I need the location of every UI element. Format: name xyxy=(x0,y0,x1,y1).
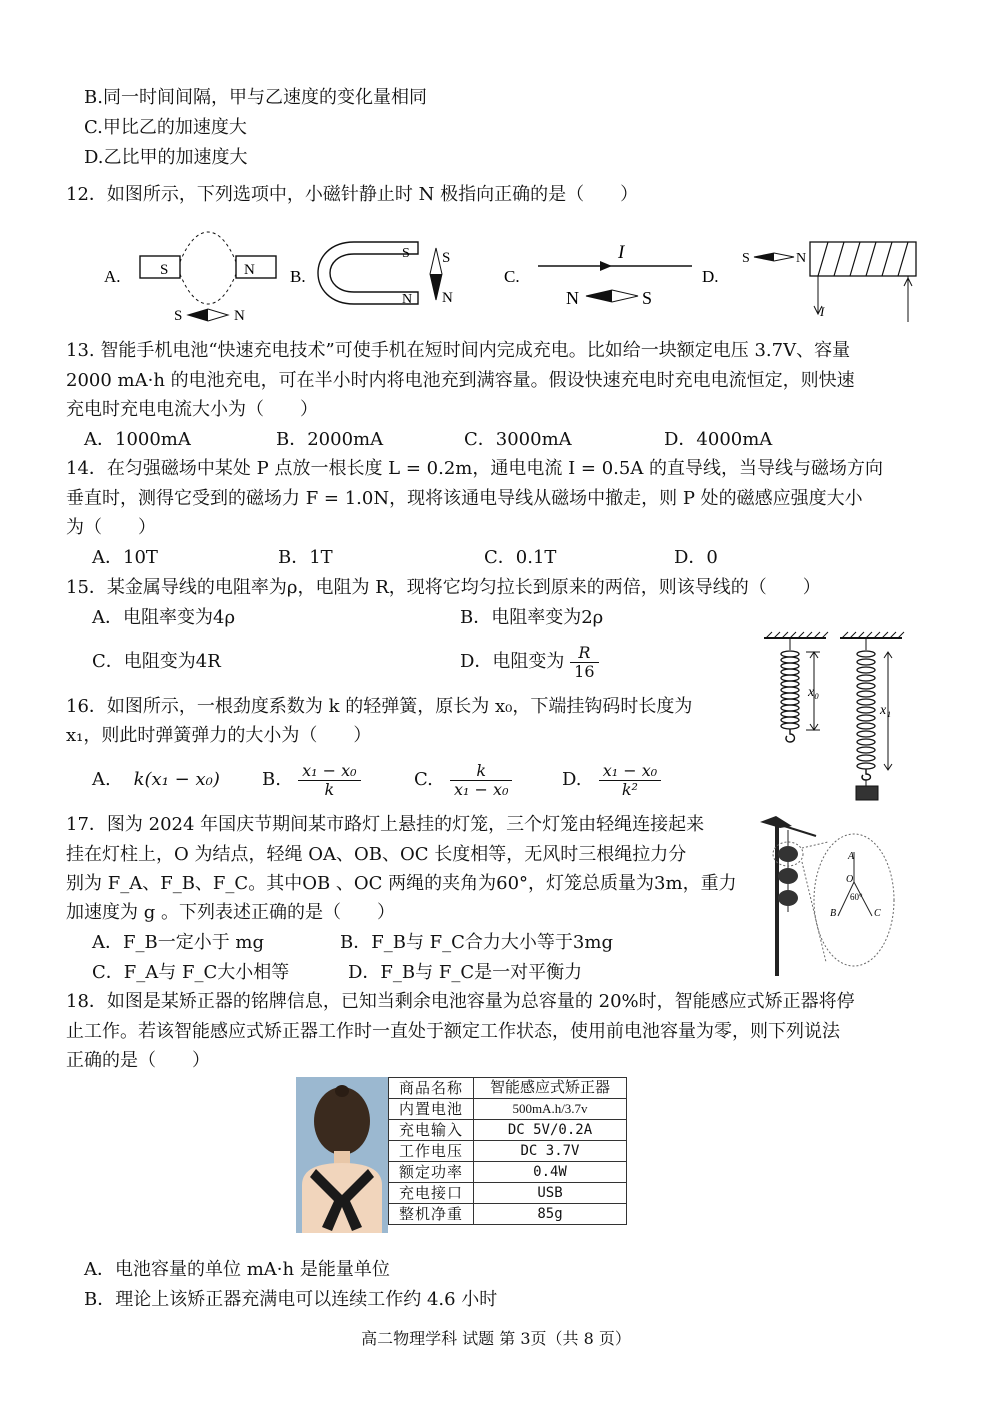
q17-option-a: A．F_B一定小于 mg xyxy=(92,932,265,953)
svg-text:I: I xyxy=(820,304,825,319)
q18-option-b: B．理论上该矫正器充满电可以连续工作约 4.6 小时 xyxy=(84,1289,498,1310)
q17-line2: 挂在灯柱上，O 为结点，轻绳 OA、OB、OC 长度相等，无风时三根绳拉力分 xyxy=(66,844,687,865)
q18-line1: 18．如图是某矫正器的铭牌信息，已知当剩余电池容量为总容量的 20%时，智能感应式矫正器将停 xyxy=(66,991,855,1012)
q17-option-c: C．F_A与 F_C大小相等 xyxy=(92,962,290,983)
svg-text:N: N xyxy=(234,308,245,324)
q14-line1: 14．在匀强磁场中某处 P 点放一根长度 L = 0.2m，通电电流 I = 0.5A 的直导线，当导线与磁场方向 xyxy=(66,458,884,479)
table-row: 充电接口 USB xyxy=(389,1183,627,1204)
q15-option-b: B．电阻率变为2ρ xyxy=(460,607,604,628)
q11-option-d: D.乙比甲的加速度大 xyxy=(84,147,248,168)
q15-option-c: C．电阻变为4R xyxy=(92,651,221,672)
q14-line3: 为（ ） xyxy=(66,517,156,538)
svg-text:N: N xyxy=(402,292,413,307)
svg-text:A: A xyxy=(848,851,855,862)
table-row: 内置电池 500mA.h/3.7v xyxy=(389,1099,627,1120)
page-footer: 高二物理学科 试题 第 3页（共 8 页） xyxy=(361,1329,631,1348)
q16-option-d: D. $\frac{\text{x₁ − x₀}}{\text{k²}}$ xyxy=(562,756,661,804)
svg-text:O: O xyxy=(846,874,854,885)
q14-option-d: D．0 xyxy=(674,547,718,568)
q18-product-photo xyxy=(296,1077,388,1233)
q16-line2: x₁，则此时弹簧弹力的大小为（ ） xyxy=(66,725,372,746)
q13-line3: 充电时充电电流大小为（ ） xyxy=(66,399,318,420)
q18-line2: 止工作。若该智能感应式矫正器工作时一直处于额定工作状态，使用前电池容量为零，则下列说法 xyxy=(66,1021,840,1042)
svg-text:S: S xyxy=(442,250,451,266)
q15-stem: 15．某金属导线的电阻率为ρ，电阻为 R，现将它均匀拉长到原来的两倍，则该导线的（ ） xyxy=(66,577,821,598)
q15-option-d xyxy=(460,638,599,686)
table-row: 充电输入 DC 5V/0.2A xyxy=(389,1120,627,1141)
q13-line2: 2000 mA·h 的电池充电，可在半小时内将电池充到满容量。假设快速充电时充电电流恒定，则快速 xyxy=(66,370,855,391)
q13-option-c: C．3000mA xyxy=(464,429,572,450)
q16-option-b: B. $\frac{\text{x₁ − x₀}}{k}$ xyxy=(262,756,361,804)
q13-option-d: D．4000mA xyxy=(664,429,773,450)
q12-label-a: A. xyxy=(104,267,121,286)
q18-spec-table xyxy=(388,1077,627,1225)
q12-label-b: B. xyxy=(290,267,306,286)
q13-line1: 13. 智能手机电池“快速充电技术”可使手机在短时间内完成充电。比如给一块额定电压 3.7V、容量 xyxy=(66,340,851,361)
q16-option-a: A. k(x₁ − x₀) xyxy=(92,769,220,790)
q15-option-d-prefix: D．电阻变为 xyxy=(460,651,565,672)
svg-text:N: N xyxy=(442,290,453,306)
q12-label-c: C. xyxy=(504,267,520,286)
q12-label-d: D. xyxy=(702,267,719,286)
svg-text:x₀: x₀ xyxy=(808,685,820,700)
svg-text:I: I xyxy=(618,242,625,263)
q17-line3: 别为 F_A、F_B、F_C。其中OB 、OC 两绳的夹角为60°，灯笼总质量为3m，重力 xyxy=(66,873,737,894)
q18-option-a: A．电池容量的单位 mA·h 是能量单位 xyxy=(84,1259,390,1280)
svg-text:S: S xyxy=(742,251,750,266)
q13-option-a: A．1000mA xyxy=(84,429,191,450)
q17-option-d: D．F_B与 F_C是一对平衡力 xyxy=(348,962,583,983)
q17-option-b: B．F_B与 F_C合力大小等于3mg xyxy=(340,932,613,953)
svg-text:S: S xyxy=(402,246,410,261)
q13-option-b: B．2000mA xyxy=(276,429,384,450)
q18-line3: 正确的是（ ） xyxy=(66,1050,210,1071)
svg-text:S: S xyxy=(174,308,183,324)
q17-line1: 17．图为 2024 年国庆节期间某市路灯上悬挂的灯笼，三个灯笼由轻绳连接起来 xyxy=(66,814,705,835)
table-row: 额定功率 0.4W xyxy=(389,1162,627,1183)
q12-figures xyxy=(96,228,936,328)
q16-spring-figure xyxy=(760,630,910,802)
q14-option-a: A．10T xyxy=(92,547,158,568)
q12-stem: 12．如图所示，下列选项中，小磁针静止时 N 极指向正确的是（ ） xyxy=(66,184,639,205)
svg-text:C: C xyxy=(874,908,881,919)
q11-option-c: C.甲比乙的加速度大 xyxy=(84,117,247,138)
table-row: 整机净重 85g xyxy=(389,1204,627,1225)
svg-text:B: B xyxy=(830,908,837,919)
q11-option-b: B.同一时间间隔，甲与乙速度的变化量相同 xyxy=(84,87,427,108)
svg-text:S: S xyxy=(160,262,169,278)
q15-option-d-fraction: $\frac{R}{16}$ xyxy=(570,644,598,681)
svg-text:N: N xyxy=(796,251,807,266)
q14-line2: 垂直时，测得它受到的磁场力 F = 1.0N，现将该通电导线从磁场中撤走，则 P 处的磁感应强度大小 xyxy=(66,488,863,509)
q14-option-c: C．0.1T xyxy=(484,547,557,568)
svg-text:S: S xyxy=(642,288,653,308)
q14-option-b: B．1T xyxy=(278,547,333,568)
svg-text:x₁: x₁ xyxy=(880,703,892,718)
table-row: 商品名称 智能感应式矫正器 xyxy=(389,1078,627,1099)
q15-option-a: A．电阻率变为4ρ xyxy=(92,607,236,628)
q16-line1: 16．如图所示，一根劲度系数为 k 的轻弹簧，原长为 x₀，下端挂钩码时长度为 xyxy=(66,696,693,717)
svg-text:N: N xyxy=(566,288,579,308)
q17-line4: 加速度为 g 。下列表述正确的是（ ） xyxy=(66,902,395,923)
q17-lantern-figure xyxy=(758,812,898,978)
svg-text:N: N xyxy=(244,262,255,278)
q16-option-c: C. $\frac{k}{\text{x₁ − x₀}}$ xyxy=(414,756,512,804)
svg-text:60°: 60° xyxy=(850,892,863,902)
table-row: 工作电压 DC 3.7V xyxy=(389,1141,627,1162)
